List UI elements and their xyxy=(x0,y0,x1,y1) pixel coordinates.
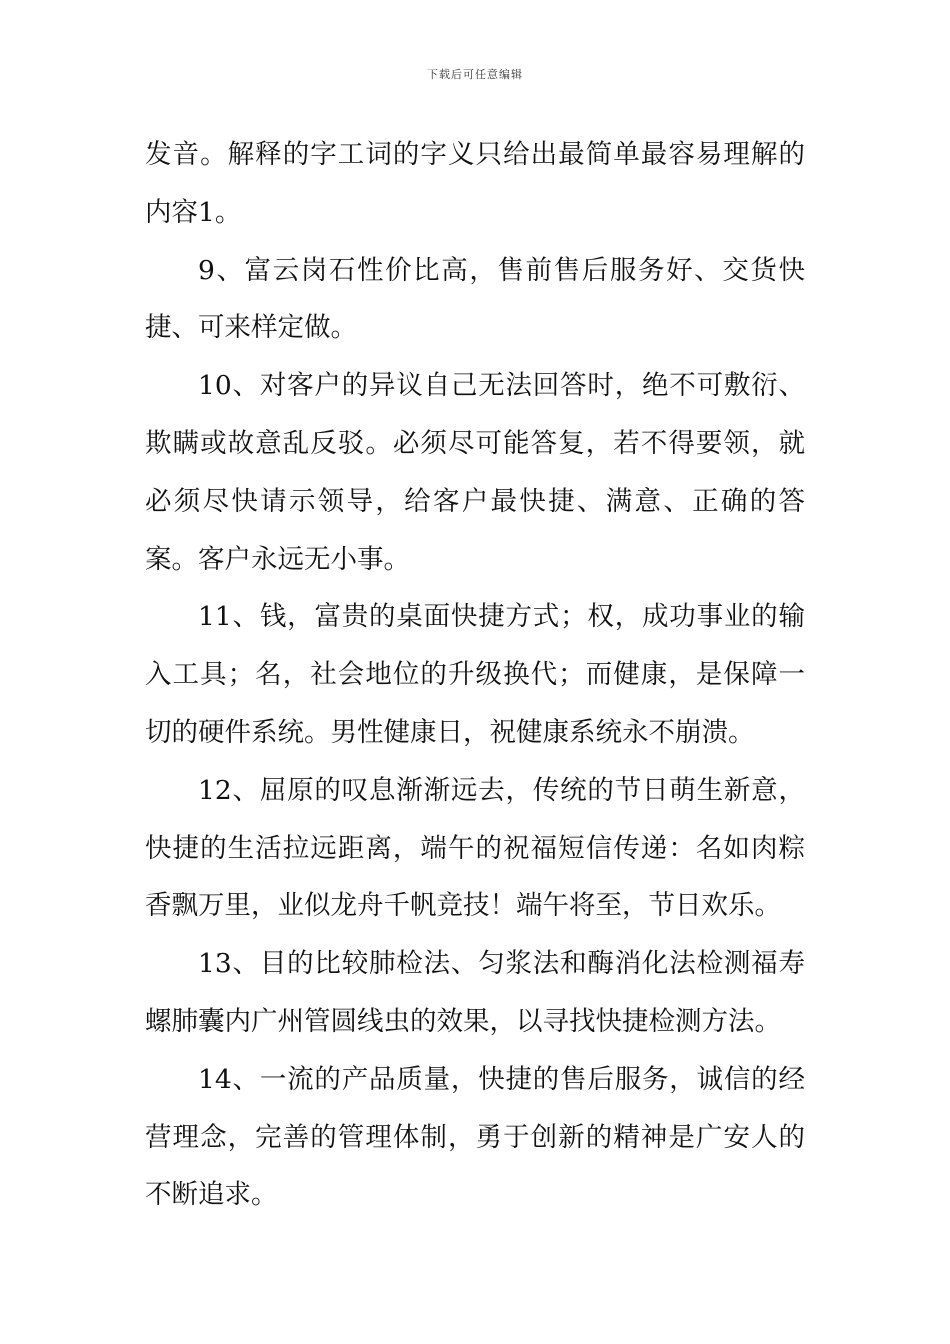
document-body xyxy=(145,126,805,1224)
page-header: 下载后可任意编辑 xyxy=(427,68,523,81)
paragraph-continuation: 发音。解释的字工词的字义只给出最简单最容易理解的内容1。 xyxy=(145,139,805,228)
paragraph-item-11: 11、钱，富贵的桌面快捷方式；权，成功事业的输入工具；名，社会地位的升级换代；而健康，是保障一切的硬件系统。男性健康日，祝健康系统永不崩溃。 xyxy=(145,601,805,748)
paragraph-item-14: 14、一流的产品质量，快捷的售后服务，诚信的经营理念，完善的管理体制，勇于创新的精神是广安人的不断追求。 xyxy=(145,1063,805,1211)
paragraph-item-13: 13、目的比较肺检法、匀浆法和酶消化法检测福寿螺肺囊内广州管圆线虫的效果，以寻找快捷检测方法。 xyxy=(145,948,805,1037)
paragraph-item-9: 9、富云岗石性价比高，售前售后服务好、交货快捷、可来样定做。 xyxy=(145,254,805,344)
paragraph-item-10: 10、对客户的异议自己无法回答时，绝不可敷衍、欺瞒或故意乱反驳。必须尽可能答复，若不得要领，就必须尽快请示领导，给客户最快捷、满意、正确的答案。客户永远无小事。 xyxy=(145,370,805,575)
paragraph-item-12: 12、屈原的叹息渐渐远去，传统的节日萌生新意，快捷的生活拉远距离，端午的祝福短信传递：名如肉粽香飘万里，业似龙舟千帆竞技！端午将至，节日欢乐。 xyxy=(145,774,805,922)
